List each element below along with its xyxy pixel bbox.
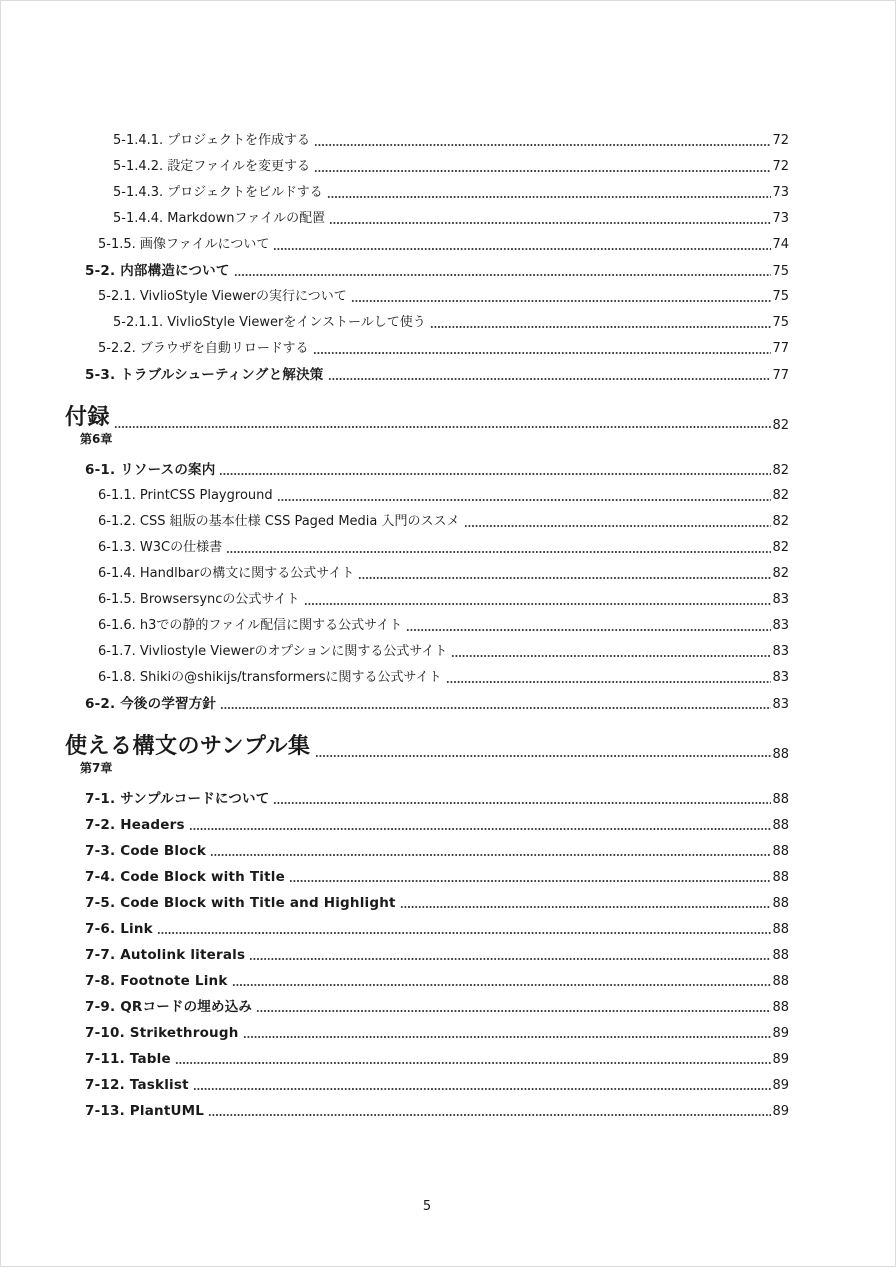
toc-page-number: 89 — [772, 1104, 789, 1119]
toc-page-number: 83 — [772, 670, 789, 685]
toc-page-number: 88 — [772, 896, 789, 911]
dot-leader — [232, 968, 772, 994]
toc-entry[interactable] — [98, 535, 789, 561]
toc-entry-label: 6-1.7. Vivliostyle Viewerのオプションに関する公式サイト — [98, 644, 448, 659]
toc-chapter-row — [65, 404, 789, 432]
toc-entry[interactable] — [98, 336, 789, 362]
toc-entry[interactable] — [85, 1020, 789, 1046]
toc-entry-label: 7-13. PlantUML — [85, 1103, 205, 1119]
dot-leader — [351, 284, 772, 310]
toc-entry[interactable] — [85, 258, 789, 284]
dot-leader — [464, 509, 772, 535]
toc-entry-label: 6-1.3. W3Cの仕様書 — [98, 540, 223, 555]
dot-leader — [329, 206, 771, 232]
toc-entry[interactable] — [113, 206, 789, 232]
dot-leader — [313, 336, 772, 362]
dot-leader — [289, 864, 772, 890]
toc-page-number: 82 — [772, 566, 789, 581]
toc-page-number: 82 — [772, 540, 789, 555]
toc-chapter-title: 付録 — [65, 405, 111, 430]
toc-entry-label: 6-1.1. PrintCSS Playground — [98, 488, 273, 503]
toc-entry-label: 5-1.5. 画像ファイルについて — [98, 237, 270, 252]
toc-entry-label: 5-1.4.3. プロジェクトをビルドする — [113, 185, 323, 200]
dot-leader — [273, 786, 771, 812]
toc-chapter-number: 第7章 — [80, 761, 113, 775]
toc-entry-label: 6-2. 今後の学習方針 — [85, 696, 217, 712]
toc-entry-label: 5-1.4.1. プロジェクトを作成する — [113, 133, 311, 148]
toc-entry-label: 7-11. Table — [85, 1051, 171, 1067]
toc-entry[interactable] — [85, 1072, 789, 1098]
toc-entry-label: 7-5. Code Block with Title and Highlight — [85, 895, 396, 911]
dot-leader — [175, 1046, 772, 1072]
toc-page-number: 75 — [772, 289, 789, 304]
toc-chapter[interactable] — [65, 733, 789, 776]
dot-leader — [400, 890, 772, 916]
toc-entry[interactable] — [85, 994, 789, 1020]
toc-page-number: 83 — [772, 644, 789, 659]
toc-entry-label: 7-9. QRコードの埋め込み — [85, 999, 253, 1015]
dot-leader — [406, 613, 771, 639]
toc-entry-label: 6-1.6. h3での静的ファイル配信に関する公式サイト — [98, 618, 403, 633]
toc-page-number: 72 — [772, 133, 789, 148]
toc-page-number: 88 — [772, 948, 789, 963]
toc-entry-label: 5-2. 内部構造について — [85, 263, 230, 279]
toc-page-number: 83 — [772, 697, 789, 712]
toc-page-number: 75 — [772, 315, 789, 330]
toc-page-number: 73 — [772, 185, 789, 200]
toc-entry[interactable] — [113, 128, 789, 154]
toc-entry-label: 5-1.4.4. Markdownファイルの配置 — [113, 211, 326, 226]
dot-leader — [314, 154, 771, 180]
toc-page-number: 88 — [772, 844, 789, 859]
toc-entry[interactable] — [85, 457, 789, 483]
toc-entry-label: 7-6. Link — [85, 921, 153, 937]
dot-leader — [226, 535, 771, 561]
toc-entry[interactable] — [85, 864, 789, 890]
toc-page-number: 88 — [772, 974, 789, 989]
toc-page-number: 88 — [772, 1000, 789, 1015]
dot-leader — [358, 561, 771, 587]
toc-entry-label: 6-1.8. Shikiの@shikijs/transformersに関する公式サイト — [98, 670, 442, 685]
toc-entry[interactable] — [85, 890, 789, 916]
dot-leader — [451, 639, 771, 665]
toc-entry[interactable] — [113, 310, 789, 336]
dot-leader — [446, 665, 772, 691]
toc-chapter[interactable] — [65, 404, 789, 447]
toc-entry-label: 5-2.1. VivlioStyle Viewerの実行について — [98, 289, 347, 304]
toc-entry[interactable] — [98, 561, 789, 587]
toc-entry[interactable] — [85, 1046, 789, 1072]
toc-entry[interactable] — [85, 838, 789, 864]
toc-page-number: 89 — [772, 1052, 789, 1067]
dot-leader — [157, 916, 772, 942]
toc-entry-label: 5-3. トラブルシューティングと解決策 — [85, 367, 324, 383]
dot-leader — [327, 180, 772, 206]
toc-page-number: 83 — [772, 618, 789, 633]
toc-entry[interactable] — [85, 786, 789, 812]
toc-page-number: 82 — [772, 463, 789, 478]
toc-entry[interactable] — [85, 1098, 789, 1124]
dot-leader — [114, 404, 771, 432]
toc-entry-label: 6-1.4. Handlbarの構文に関する公式サイト — [98, 566, 355, 581]
dot-leader — [315, 733, 772, 761]
toc-entry[interactable] — [98, 613, 789, 639]
dot-leader — [220, 691, 771, 717]
toc-page-number: 77 — [772, 341, 789, 356]
toc-entry[interactable] — [85, 916, 789, 942]
toc-page-number: 75 — [772, 264, 789, 279]
toc-entry[interactable] — [85, 691, 789, 717]
toc-page-number: 82 — [772, 514, 789, 529]
toc-entry[interactable] — [85, 362, 789, 388]
toc-entry-label: 7-8. Footnote Link — [85, 973, 228, 989]
toc-page-number: 89 — [772, 1026, 789, 1041]
toc-page-number: 88 — [772, 747, 789, 762]
toc-entry[interactable] — [113, 180, 789, 206]
toc-entry-label: 7-4. Code Block with Title — [85, 869, 285, 885]
toc-entry-label: 7-10. Strikethrough — [85, 1025, 239, 1041]
toc-entry[interactable] — [98, 232, 789, 258]
dot-leader — [314, 128, 771, 154]
toc-entry[interactable] — [98, 665, 789, 691]
toc-entry-label: 5-2.2. ブラウザを自動リロードする — [98, 341, 309, 356]
toc-entry-label: 5-2.1.1. VivlioStyle Viewerをインストールして使う — [113, 315, 426, 330]
toc-entry-label: 7-3. Code Block — [85, 843, 207, 859]
toc-page-number: 89 — [772, 1078, 789, 1093]
toc-page-number: 88 — [772, 818, 789, 833]
dot-leader — [256, 994, 771, 1020]
footer-page-number: 5 — [422, 1199, 432, 1214]
toc-page-number: 74 — [772, 237, 789, 252]
toc-page-number: 73 — [772, 211, 789, 226]
toc-entry-label: 6-1.5. Browsersyncの公式サイト — [98, 592, 300, 607]
dot-leader — [243, 1020, 772, 1046]
toc-page-number: 88 — [772, 870, 789, 885]
toc-chapter-row — [65, 733, 789, 761]
toc-page-number: 77 — [772, 368, 789, 383]
toc-entry-label: 7-7. Autolink literals — [85, 947, 246, 963]
dot-leader — [328, 362, 772, 388]
toc-page-number: 82 — [772, 488, 789, 503]
toc-page-number: 88 — [772, 922, 789, 937]
toc-chapter-title: 使える構文のサンプル集 — [65, 734, 311, 759]
dot-leader — [193, 1072, 772, 1098]
toc-entry-label: 7-2. Headers — [85, 817, 185, 833]
dot-leader — [304, 587, 772, 613]
toc-entry[interactable] — [98, 587, 789, 613]
toc-entry-label: 7-12. Tasklist — [85, 1077, 189, 1093]
toc-list — [1, 1, 895, 1124]
dot-leader — [189, 812, 772, 838]
toc-page-number: 88 — [772, 792, 789, 807]
toc-page-number: 83 — [772, 592, 789, 607]
dot-leader — [430, 310, 772, 336]
toc-chapter-number: 第6章 — [80, 432, 113, 446]
toc-entry[interactable] — [98, 284, 789, 310]
toc-entry[interactable] — [98, 639, 789, 665]
toc-entry[interactable] — [85, 812, 789, 838]
toc-entry[interactable] — [85, 968, 789, 994]
toc-page-number: 72 — [772, 159, 789, 174]
toc-entry-label: 6-1.2. CSS 組版の基本仕様 CSS Paged Media 入門のススメ — [98, 514, 460, 529]
dot-leader — [208, 1098, 771, 1124]
toc-entry[interactable] — [98, 509, 789, 535]
toc-entry[interactable] — [113, 154, 789, 180]
dot-leader — [219, 457, 771, 483]
toc-entry-label: 5-1.4.2. 設定ファイルを変更する — [113, 159, 311, 174]
dot-leader — [273, 232, 771, 258]
dot-leader — [277, 483, 772, 509]
toc-entry[interactable] — [85, 942, 789, 968]
page-footer — [65, 1199, 789, 1214]
toc-entry-label: 6-1. リソースの案内 — [85, 462, 216, 478]
toc-entry-label: 7-1. サンプルコードについて — [85, 791, 270, 807]
toc-entry[interactable] — [98, 483, 789, 509]
dot-leader — [249, 942, 771, 968]
dot-leader — [210, 838, 771, 864]
toc-page-number: 82 — [772, 418, 789, 433]
dot-leader — [234, 258, 772, 284]
